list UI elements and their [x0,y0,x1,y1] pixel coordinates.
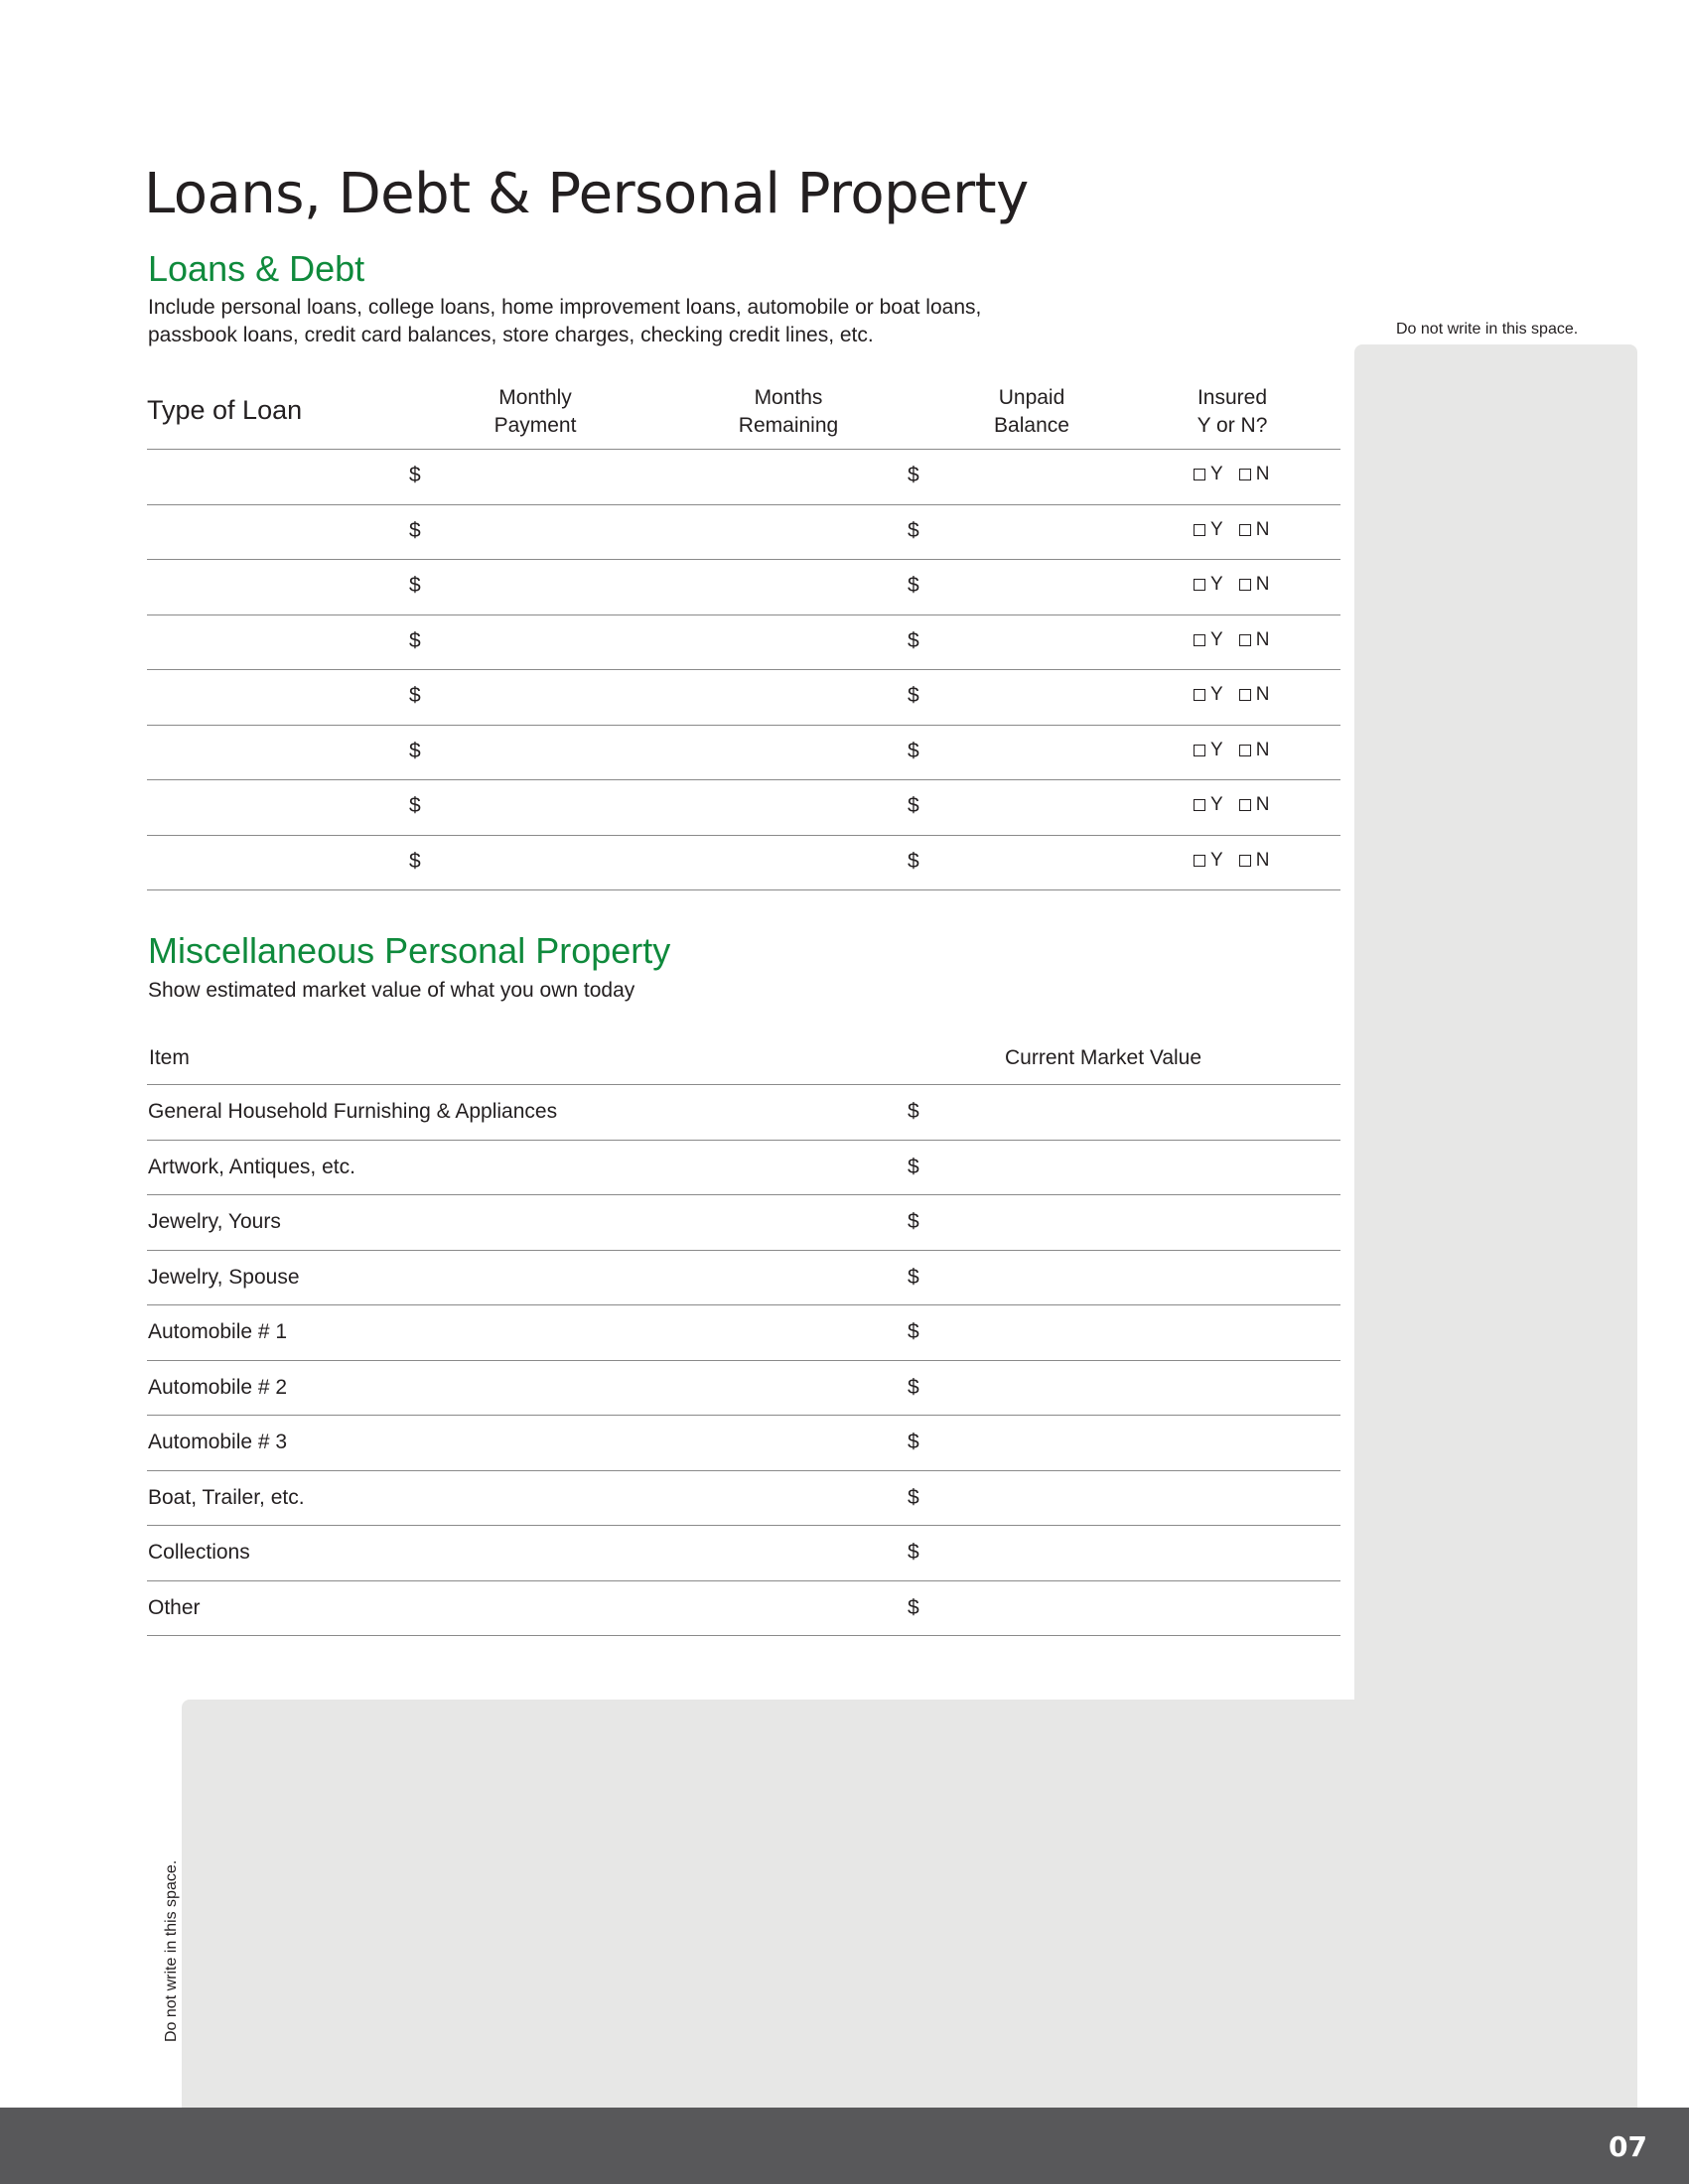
market-value-currency: $ [908,1541,919,1564]
loans-description-line1: Include personal loans, college loans, home improvement loans, automobile or boat loans, [148,296,982,319]
col-insured-line2: Y or N? [1196,414,1268,437]
footer-bar [0,2108,1689,2184]
loan-row[interactable] [147,505,1340,561]
property-row[interactable] [147,1195,1340,1251]
market-value-currency: $ [908,1100,919,1123]
insured-yes-label: Y [1210,794,1223,815]
no-write-note-left: Do not write in this space. [163,1859,180,2042]
property-item-label: Automobile # 3 [148,1431,288,1453]
market-value-currency: $ [908,1595,919,1619]
property-item-label: Other [148,1595,201,1619]
unpaid-balance-currency: $ [908,739,919,762]
unpaid-balance-currency: $ [908,628,919,652]
insured-no-label: N [1255,739,1270,760]
property-row[interactable] [147,1251,1340,1306]
insured-no-checkbox[interactable] [1239,634,1251,646]
insured-no-checkbox[interactable] [1239,469,1251,480]
insured-yes-checkbox[interactable] [1194,524,1205,536]
property-row[interactable] [147,1416,1340,1471]
insured-choice [1194,740,1269,761]
col-monthly-line1: Monthly [498,386,572,409]
insured-yes-checkbox[interactable] [1194,745,1205,756]
insured-choice [1194,574,1269,596]
insured-choice [1194,794,1269,816]
property-row[interactable] [147,1085,1340,1141]
unpaid-balance-currency: $ [908,464,919,486]
insured-yes-label: Y [1210,574,1223,595]
property-table-body [147,1085,1340,1636]
loan-row[interactable] [147,615,1340,671]
loans-table-body [147,450,1340,890]
property-item-label: Jewelry, Yours [148,1210,281,1233]
property-row[interactable] [147,1581,1340,1637]
insured-no-label: N [1255,574,1270,595]
market-value-currency: $ [908,1431,919,1453]
insured-no-checkbox[interactable] [1239,855,1251,867]
col-monthly-line2: Payment [493,414,577,437]
insured-no-checkbox[interactable] [1239,524,1251,536]
insured-no-checkbox[interactable] [1239,689,1251,701]
col-monthly-payment [466,384,605,440]
insured-choice [1194,519,1269,541]
unpaid-balance-currency: $ [908,849,919,873]
insured-yes-label: Y [1210,739,1223,760]
property-heading: Miscellaneous Personal Property [148,930,671,971]
col-months-line1: Months [754,386,823,409]
loans-table-header [147,377,1340,450]
insured-yes-label: Y [1210,684,1223,705]
unpaid-balance-currency: $ [908,518,919,542]
col-current-market-value: Current Market Value [1005,1046,1202,1069]
insured-yes-label: Y [1210,628,1223,650]
no-write-area-bottom [182,1700,1637,2108]
monthly-payment-currency: $ [409,794,421,817]
insured-no-checkbox[interactable] [1239,579,1251,591]
insured-no-label: N [1255,628,1270,650]
market-value-currency: $ [908,1155,919,1178]
col-insured-line1: Insured [1196,386,1268,409]
insured-yes-checkbox[interactable] [1194,855,1205,867]
insured-yes-checkbox[interactable] [1194,469,1205,480]
market-value-currency: $ [908,1210,919,1233]
market-value-currency: $ [908,1485,919,1509]
col-insured [1178,384,1287,440]
insured-no-label: N [1255,849,1270,871]
market-value-currency: $ [908,1320,919,1343]
col-unpaid-balance [967,384,1096,440]
monthly-payment-currency: $ [409,574,421,597]
unpaid-balance-currency: $ [908,684,919,707]
insured-no-label: N [1255,518,1270,540]
loan-row[interactable] [147,780,1340,836]
monthly-payment-currency: $ [409,518,421,542]
col-unpaid-line2: Balance [994,414,1069,437]
insured-yes-label: Y [1210,518,1223,540]
property-item-label: Automobile # 2 [148,1375,288,1399]
property-table [147,1032,1340,1636]
property-row[interactable] [147,1526,1340,1581]
loan-row[interactable] [147,726,1340,781]
insured-yes-checkbox[interactable] [1194,579,1205,591]
loan-row[interactable] [147,450,1340,505]
loans-heading: Loans & Debt [148,248,365,289]
property-item-label: Artwork, Antiques, etc. [148,1155,355,1178]
property-item-label: Jewelry, Spouse [148,1265,300,1289]
insured-choice [1194,850,1269,872]
insured-no-checkbox[interactable] [1239,799,1251,811]
col-item: Item [149,1046,190,1069]
property-description: Show estimated market value of what you own today [148,979,635,1002]
property-row[interactable] [147,1305,1340,1361]
monthly-payment-currency: $ [409,739,421,762]
monthly-payment-currency: $ [409,464,421,486]
insured-choice [1194,464,1269,485]
insured-yes-label: Y [1210,464,1223,484]
col-unpaid-line1: Unpaid [998,386,1065,409]
unpaid-balance-currency: $ [908,574,919,597]
insured-yes-checkbox[interactable] [1194,634,1205,646]
property-table-header [147,1032,1340,1085]
property-row[interactable] [147,1471,1340,1527]
page-number: 07 [1609,2130,1647,2163]
property-item-label: Automobile # 1 [148,1320,288,1343]
property-row[interactable] [147,1141,1340,1196]
monthly-payment-currency: $ [409,628,421,652]
insured-no-checkbox[interactable] [1239,745,1251,756]
col-months-remaining [714,384,863,440]
monthly-payment-currency: $ [409,849,421,873]
insured-choice [1194,684,1269,706]
property-item-label: Collections [148,1541,250,1564]
loans-description-line2: passbook loans, credit card balances, store charges, checking credit lines, etc. [148,324,874,346]
property-row[interactable] [147,1361,1340,1417]
loan-row[interactable] [147,670,1340,726]
insured-no-label: N [1255,794,1270,815]
property-item-label: General Household Furnishing & Appliances [148,1100,558,1123]
loans-description [148,294,981,349]
market-value-currency: $ [908,1265,919,1289]
insured-yes-label: Y [1210,849,1223,871]
col-type-of-loan: Type of Loan [147,395,303,425]
insured-yes-checkbox[interactable] [1194,799,1205,811]
page-title: Loans, Debt & Personal Property [144,162,1029,226]
insured-choice [1194,629,1269,651]
loan-row[interactable] [147,836,1340,891]
unpaid-balance-currency: $ [908,794,919,817]
insured-no-label: N [1255,684,1270,705]
insured-no-label: N [1255,464,1270,484]
loan-row[interactable] [147,560,1340,615]
market-value-currency: $ [908,1375,919,1399]
col-months-line2: Remaining [738,414,839,437]
monthly-payment-currency: $ [409,684,421,707]
insured-yes-checkbox[interactable] [1194,689,1205,701]
no-write-note-right: Do not write in this space. [1396,321,1579,338]
loans-table [147,377,1340,890]
property-item-label: Boat, Trailer, etc. [148,1485,305,1509]
